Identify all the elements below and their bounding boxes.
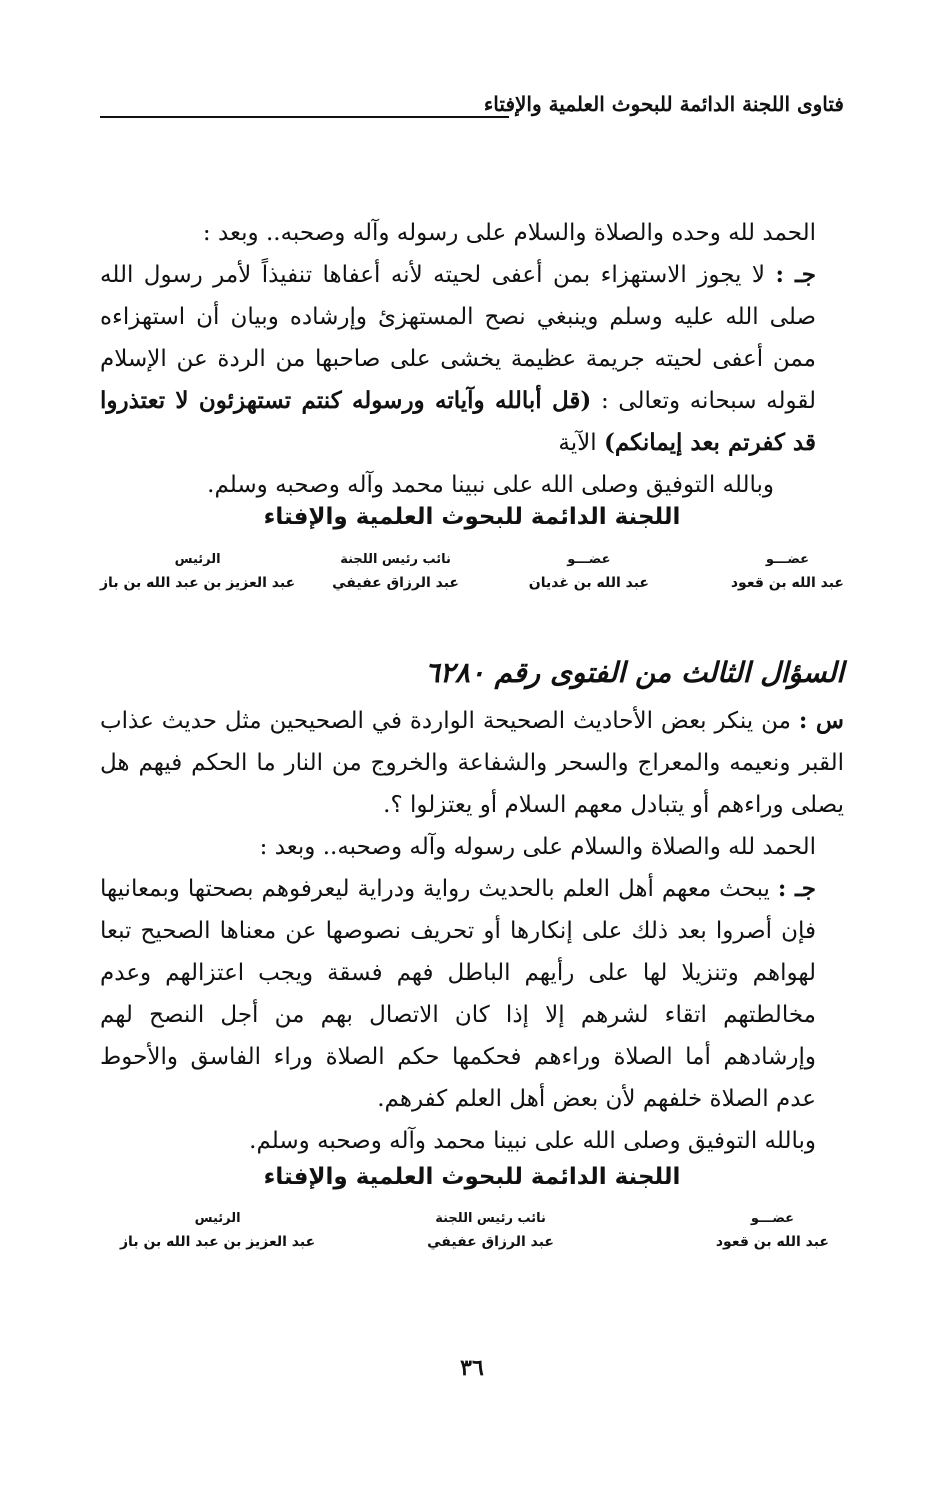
signature-role: عضـــو	[567, 552, 611, 567]
answer-prefix: جـ :	[775, 261, 817, 288]
quran-verse: (قل أبالله وآياته ورسوله كنتم تستهزئون لا تعتذروا قد كفرتم بعد إيمانكم)	[100, 387, 816, 456]
closing-line: وبالله التوفيق وصلى الله على نبينا محمد وآله وصحبه وسلم.	[207, 472, 774, 498]
signature-role: نائب رئيس اللجنة	[340, 552, 451, 567]
signature-role: الرئيس	[174, 552, 221, 567]
committee-name: اللجنة الدائمة للبحوث العلمية والإفتاء	[263, 504, 681, 530]
signature-chair	[120, 1204, 315, 1250]
header-title: فتاوى اللجنة الدائمة للبحوث العلمية والإفتاء	[483, 92, 844, 116]
page-number: ٣٦	[460, 1355, 484, 1381]
signature-member	[529, 545, 649, 591]
signature-name: عبد الرزاق عفيفي	[427, 1234, 554, 1250]
signature-member	[716, 1204, 829, 1250]
header-rule	[100, 116, 509, 118]
question-title: السؤال الثالث من الفتوى رقم ٦٢٨٠	[424, 656, 844, 689]
signature-member	[731, 545, 844, 591]
running-header	[100, 92, 844, 132]
signature-name: عبد الله بن قعود	[715, 1234, 829, 1250]
fatwa-body-2	[100, 700, 844, 1162]
signature-vice-chair	[332, 545, 459, 591]
answer-body: يبحث معهم أهل العلم بالحديث رواية ودراية ليعرفوهم بصحتها وبمعانيها فإن أصروا بعد ذلك على إنكارها أو تحريف نصوصها عن معناها الصحيح تبعا لهواهم وتنزيلا لها على رأيهم الباطل فهم فسقة ويجب اعتزالهم وعدم مخالطتهم اتقاء لشرهم إلا إذا كان الاتصال بهم من أجل النصح لهم وإرشادهم أما الصلاة وراءهم فحكمها حكم الصلاة وراء الفاسق والأحوط عدم الصلاة خلفهم لأن بعض أهل العلم كفرهم.	[100, 876, 816, 1112]
closing-line: وبالله التوفيق وصلى الله على نبينا محمد وآله وصحبه وسلم.	[249, 1128, 816, 1154]
praise-line: الحمد لله وحده والصلاة والسلام على رسوله وآله وصحبه.. وبعد :	[202, 220, 816, 246]
signature-role: نائب رئيس اللجنة	[435, 1211, 546, 1226]
signature-vice-chair	[427, 1204, 554, 1250]
question-body: من ينكر بعض الأحاديث الصحيحة الواردة في الصحيحين مثل حديث عذاب القبر ونعيمه والمعراج والسحر والشفاعة والخروج من النار ما الحكم فيهم هل يصلى وراءهم أو يتبادل معهم السلام أو يعتزلوا ؟.	[100, 708, 844, 818]
signatures-1	[100, 545, 844, 615]
praise-line: الحمد لله والصلاة والسلام على رسوله وآله وصحبه.. وبعد :	[259, 834, 816, 860]
signature-name: عبد الرزاق عفيفي	[332, 575, 459, 591]
signature-name: عبد العزيز بن عبد الله بن باز	[100, 575, 296, 591]
signature-role: عضـــو	[765, 552, 810, 567]
answer-body: لا يجوز الاستهزاء بمن أعفى لحيته لأنه أعفاها تنفيذاً لأمر رسول الله صلى الله عليه وسلم وينبغي نصح المستهزئ وإرشاده وبيان أن استهزاءه ممن أعفى لحيته جريمة عظيمة يخشى على صاحبها من الردة عن الإسلام لقوله سبحانه وتعالى :	[100, 262, 817, 414]
signature-role: الرئيس	[194, 1211, 241, 1226]
signature-chair	[100, 545, 295, 591]
verse-tail: الآية	[558, 430, 597, 456]
answer-paragraph	[100, 868, 844, 1120]
fatwa-answer-1	[100, 212, 844, 506]
question-paragraph	[100, 700, 844, 826]
signature-name: عبد العزيز بن عبد الله بن باز	[120, 1234, 316, 1250]
signatures-2	[100, 1204, 844, 1274]
fatwa-question-3	[100, 656, 844, 689]
signature-name: عبد الله بن قعود	[730, 575, 844, 591]
signature-name: عبد الله بن غديان	[528, 575, 649, 591]
signature-role: عضـــو	[750, 1211, 795, 1226]
answer-prefix: جـ :	[777, 875, 817, 902]
question-prefix: س :	[798, 707, 845, 734]
committee-name: اللجنة الدائمة للبحوث العلمية والإفتاء	[263, 1164, 681, 1190]
answer-paragraph	[100, 254, 844, 464]
